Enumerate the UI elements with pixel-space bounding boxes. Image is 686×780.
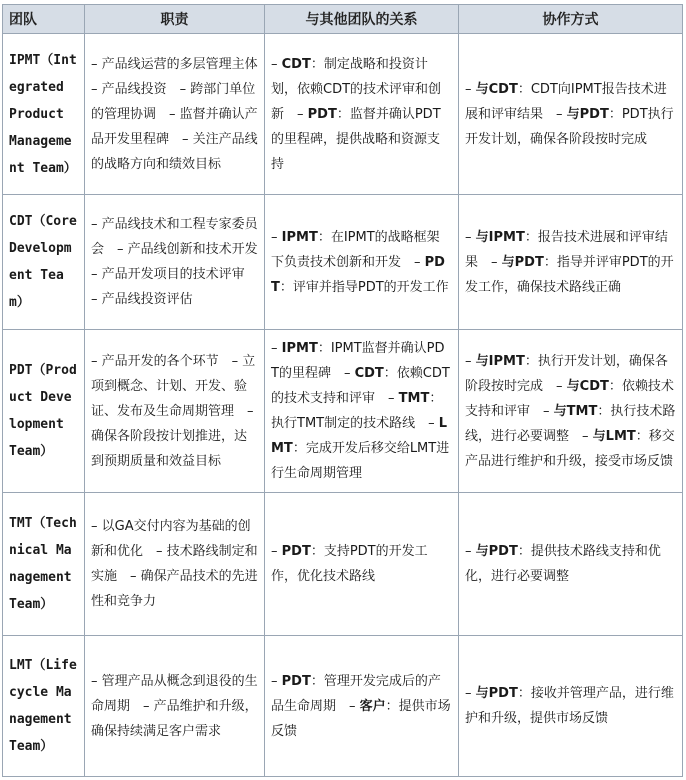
list-item-keyword: TMT	[398, 391, 430, 406]
list-item-dash: –	[543, 403, 554, 419]
list-item-dash: –	[465, 686, 476, 701]
list-item	[465, 544, 661, 584]
team-name-cell: PDT（Product Development Team）	[3, 330, 85, 493]
header-relations: 与其他团队的关系	[265, 5, 459, 34]
list-item-text: ：执行开发计划，确保各阶段按时完成	[465, 353, 668, 394]
list-item	[271, 544, 428, 584]
list-item-dash: –	[349, 698, 360, 714]
list-item-text: ：监督并确认PDT的里程碑，提供战略和资源支持	[271, 106, 441, 172]
list-item-dash: –	[465, 229, 476, 245]
header-row	[3, 5, 683, 34]
collaboration-cell	[459, 330, 683, 493]
list-item-keyword: 与IPMT	[475, 353, 525, 369]
team-name-cell: CDT（Core Development Team）	[3, 195, 85, 330]
list-item-dash: –	[271, 341, 282, 356]
list-item-text: ：CDT向IPMT报告技术进展和评审结果	[465, 81, 667, 122]
relations-cell	[265, 330, 459, 493]
relations-cell	[265, 195, 459, 330]
list-item-text: ：完成开发后移交给LMT进行生命周期管理	[271, 441, 450, 481]
table-row	[3, 493, 683, 636]
list-item-dash: –	[343, 366, 355, 381]
list-item-dash: –	[491, 254, 502, 270]
duties-cell: – 以GA交付内容为基础的创新和优化 – 技术路线制定和实施 – 确保产品技术的先进性和竞争力	[85, 493, 265, 636]
list-item-text: ：移交产品进行维护和升级，接受市场反馈	[465, 428, 675, 469]
list-item-keyword: 与CDT	[475, 81, 518, 97]
list-item-keyword: IPMT	[281, 229, 318, 245]
list-item-keyword: 与LMT	[592, 428, 636, 444]
list-item-text: ：提供技术路线支持和优化，进行必要调整	[465, 544, 661, 584]
table-row	[3, 195, 683, 330]
list-item	[465, 255, 674, 295]
list-item-keyword: 客户	[359, 698, 386, 714]
list-item-text: ：执行技术路线，进行必要调整	[465, 403, 676, 444]
relations-cell	[265, 636, 459, 777]
list-item-keyword: PDT	[307, 106, 337, 122]
list-item-dash: –	[556, 106, 567, 122]
list-item-keyword: PDT	[271, 254, 445, 295]
list-item-text: ：接收并管理产品，进行维护和升级，提供市场反馈	[465, 686, 674, 726]
list-item-text: ：IPMT监督并确认PDT的里程碑	[271, 341, 445, 381]
list-item-keyword: 与PDT	[475, 544, 518, 559]
duties-cell: – 产品线技术和工程专家委员会 – 产品线创新和技术开发 – 产品开发项目的技术评审 – 产品线投资评估	[85, 195, 265, 330]
list-item-keyword: PDT	[281, 673, 311, 689]
list-item-dash: –	[271, 673, 282, 689]
list-item-dash: –	[388, 391, 399, 406]
list-item-text: ：PDT执行开发计划，确保各阶段按时完成	[465, 106, 674, 147]
list-item-keyword: PDT	[281, 544, 311, 559]
table-row	[3, 636, 683, 777]
list-item-keyword: 与PDT	[501, 254, 544, 270]
list-item-dash: –	[465, 353, 476, 369]
collaboration-cell	[459, 34, 683, 195]
list-item-dash: –	[414, 254, 425, 270]
list-item-keyword: 与PDT	[475, 686, 518, 701]
list-item-keyword: LMT	[271, 416, 448, 456]
list-item-dash: –	[465, 81, 476, 97]
list-item-keyword: CDT	[354, 366, 384, 381]
list-item-dash: –	[428, 416, 439, 431]
collaboration-cell	[459, 195, 683, 330]
list-item-text: ：提供市场反馈	[271, 698, 451, 739]
list-item-dash: –	[556, 378, 567, 394]
list-item-text: ：制定战略和投资计划，依赖CDT的技术评审和创新	[271, 56, 442, 122]
list-item-keyword: 与TMT	[553, 403, 598, 419]
collaboration-cell	[459, 636, 683, 777]
list-item	[271, 107, 441, 172]
list-item-keyword: IPMT	[281, 341, 318, 356]
list-item-text: ：依赖技术支持和评审	[465, 378, 674, 419]
collaboration-cell	[459, 493, 683, 636]
relations-cell	[265, 493, 459, 636]
table-row	[3, 330, 683, 493]
header-team: 团队	[3, 5, 85, 34]
list-item-keyword: 与IPMT	[475, 229, 525, 245]
list-item-keyword: CDT	[281, 56, 311, 72]
list-item-text: ：报告技术进展和评审结果	[465, 229, 668, 270]
list-item-text: ：支持PDT的开发工作，优化技术路线	[271, 544, 428, 584]
list-item-text: ：在IPMT的战略框架下负责技术创新和开发	[271, 229, 440, 270]
relations-cell	[265, 34, 459, 195]
list-item-dash: –	[271, 229, 282, 245]
list-item-keyword: 与CDT	[566, 378, 609, 394]
list-item-dash: –	[297, 106, 308, 122]
duties-cell: – 产品线运营的多层管理主体 – 产品线投资 – 跨部门单位的管理协调 – 监督并确认产品开发里程碑 – 关注产品线的战略方向和绩效目标	[85, 34, 265, 195]
team-name-cell: LMT（Lifecycle Management Team）	[3, 636, 85, 777]
duties-cell: – 管理产品从概念到退役的生命周期 – 产品维护和升级，确保持续满足客户需求	[85, 636, 265, 777]
list-item-text: ：管理开发完成后的产品生命周期	[271, 673, 441, 714]
list-item-keyword: 与PDT	[566, 106, 609, 122]
list-item-dash: –	[465, 544, 476, 559]
table-row	[3, 34, 683, 195]
team-name-cell: IPMT（Integrated Product Management Team）	[3, 34, 85, 195]
list-item-dash: –	[271, 544, 282, 559]
list-item-text: ：执行TMT制定的技术路线	[271, 391, 443, 431]
duties-cell: – 产品开发的各个环节 – 立项到概念、计划、开发、验证、发布及生命周期管理 – 确保各阶段按计划推进，达到预期质量和效益目标	[85, 330, 265, 493]
list-item-dash: –	[582, 428, 593, 444]
list-item	[465, 686, 674, 726]
header-collaboration: 协作方式	[459, 5, 683, 34]
team-name-cell: TMT（Technical Management Team）	[3, 493, 85, 636]
list-item-text: ：指导并评审PDT的开发工作，确保技术路线正确	[465, 254, 674, 295]
team-responsibility-table	[2, 4, 683, 777]
list-item-dash: –	[271, 56, 282, 72]
list-item-text: ：评审并指导PDT的开发工作	[279, 279, 449, 295]
header-duties: 职责	[85, 5, 265, 34]
list-item-text: ：依赖CDT的技术支持和评审	[271, 366, 450, 406]
